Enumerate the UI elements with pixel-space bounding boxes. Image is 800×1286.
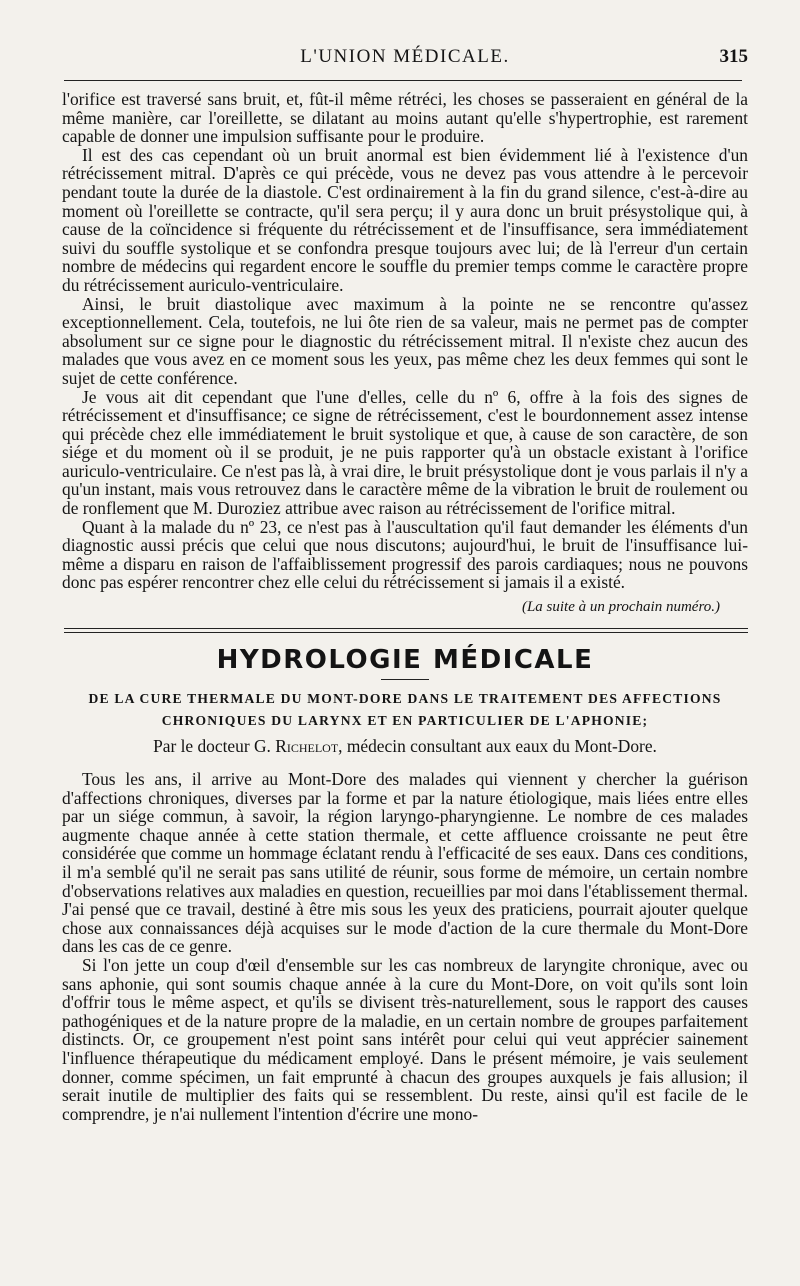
paragraph: Tous les ans, il arrive au Mont-Dore des malades qui viennent y chercher la guérison d'affections chroniques, diverses par la forme et par la nature étiologique, mais liées entre elles par un siége commun, à savoir, la région laryngo-pharyngienne. Le nombre de ces malades augmente chaque année à cette station thermale, et cette affluence croissante ne peut être considérée que comme un hommage éclatant rendu à l'efficacité de ses eaux. Dans ces conditions, il m'a semblé qu'il ne serait pas sans utilité de réunir, sous forme de mémoire, un certain nombre d'observations relatives aux maladies en question, recueillies par moi dans l'établissement thermal. J'ai pensé que ce travail, destiné à être mis sous les yeux des praticiens, pourrait ajouter quelque chose aux connaissances déjà acquises sur le mode d'action de la cure thermale du Mont-Dore dans les cas de ce genre. [62, 769, 748, 957]
continuation-note: (La suite à un prochain numéro.) [521, 599, 720, 616]
paragraph: Il est des cas cependant où un bruit anormal est bien évidemment lié à l'existence d'un rétrécissement mitral. D'après ce qui précède, vous ne devez pas vous attendre à le percevoir pendant toute la durée de la diastole. C'est ordinairement à la fin du grand silence, c'est-à-dire au moment où l'oreillette se contracte, qu'il sera perçu; il y aura donc un bruit présystolique qui, à cause de la coïncidence si fréquente du rétrécissement et de l'insuffisance, sera immédiatement suivi du souffle systolique et se confondra presque toujours avec lui; de là l'erreur d'un certain nombre de médecins qui regardent encore le souffle du premier temps comme le caractère propre du rétrécissement auriculo-ventriculaire. [62, 144, 748, 295]
article-title [62, 688, 748, 732]
author-suffix: , médecin consultant aux eaux du Mont-Dore. [338, 736, 657, 757]
article-title-line: CHRONIQUES DU LARYNX ET EN PARTICULIER DE L'APHONIE; [161, 713, 649, 729]
paragraph: Ainsi, le bruit diastolique avec maximum à la pointe ne se rencontre qu'assez exceptionnellement. Cela, toutefois, ne lui ôte rien de sa valeur, mais ne permet pas de compter absolument sur ce signe pour le diagnostic du rétrécissement mitral. Il n'existe chez aucun des malades que vous avez en ce moment sous les yeux, pas même chez les deux femmes qui sont le sujet de cette conférence. [62, 293, 748, 388]
paragraph-continuation: l'orifice est traversé sans bruit, et, fût-il même rétréci, les choses se passeraient en général de la même manière, car l'oreillette, se dilatant au moins autant qu'elle s'hypertrophie, est rarement capable de donner une impulsion suffisante pour le produire. [62, 89, 748, 147]
section-title: HYDROLOGIE MÉDICALE [216, 645, 594, 676]
author-name: G. Richelot [253, 736, 339, 757]
author-line [62, 736, 748, 756]
journal-title: L'UNION MÉDICALE. [300, 46, 510, 67]
paragraph: Quant à la malade du nº 23, ce n'est pas à l'auscultation qu'il faut demander les éléments d'un diagnostic aussi précis que celui que nous discutons; aujourd'hui, le bruit de l'insuffisance lui-même a disparu en raison de l'affaiblissement progressif des parois cardiaques; nous ne pouvons donc pas espérer rencontrer chez elle celui du rétrécissement si jamais il a existé. [62, 516, 748, 593]
running-head [62, 46, 748, 70]
page-body [62, 90, 748, 1123]
paragraph: Je vous ait dit cependant que l'une d'elles, celle du nº 6, offre à la fois des signes de rétrécissement et d'insuffisance; ce signe de rétrécissement, c'est le bourdonnement assez intense qui précède chez elle immédiatement le bruit systolique et que, à cause de son caractère, de son siége et du moment où il se produit, je ne puis rapporter qu'à un obstacle existant à l'orifice auriculo-ventriculaire. Ce n'est pas là, à vrai dire, le bruit présystolique dont je vous parlais il n'y a qu'un instant, mais vous retrouvez dans le caractère même de la vibration le bruit de roulement ou de ronflement que M. Duroziez attribue avec raison au rétrécissement de l'orifice mitral. [62, 386, 748, 519]
author-prefix: Par le docteur [153, 736, 254, 757]
paragraph: Si l'on jette un coup d'œil d'ensemble sur les cas nombreux de laryngite chronique, avec ou sans aphonie, qui sont soumis chaque année à la cure du Mont-Dore, on voit qu'ils sont loin d'offrir tous le même aspect, et qu'ils se divisent très-naturellement, sous le rapport des causes pathogéniques et de la nature propre de la maladie, en un certain nombre de groupes parfaitement distincts. Or, ce groupement n'est point sans intérêt pour celui qui veut apprécier sainement l'influence thérapeutique du médicament employé. Dans le présent mémoire, je vais seulement donner, comme spécimen, un fait emprunté à chacun des groupes auxquels je fais allusion; il serait inutile de multiplier des faits qui se ressemblent. Du reste, ainsi qu'il est facile de le comprendre, je n'ai nullement l'intention d'écrire une mono- [62, 954, 748, 1124]
section-divider [64, 628, 748, 633]
article-title-line: DE LA CURE THERMALE DU MONT-DORE DANS LE TRAITEMENT DES AFFECTIONS [88, 691, 722, 707]
header-rule [64, 80, 742, 81]
section-title-rule [381, 679, 429, 680]
page-number: 315 [719, 46, 748, 67]
